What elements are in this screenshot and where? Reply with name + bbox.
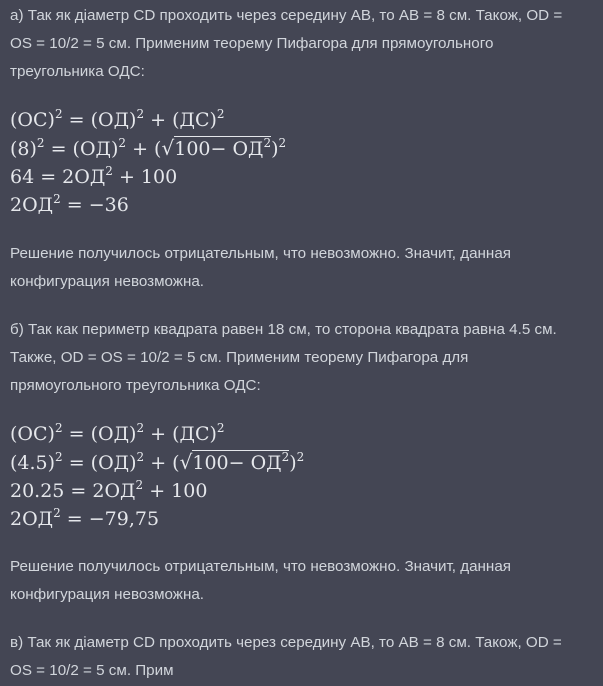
block-b-equation-1: (ОС)$^2$ = (ОД)$^2$ + (ДС)$^2$	[10, 421, 225, 445]
block-b-line1: б) Так как периметр квадрата равен 18 см, то сторона квадрата равна 4.5 см.	[10, 321, 557, 338]
block-b-intro	[10, 316, 596, 400]
block-a-line1: а) Так як діаметр CD проходить через середину AB, то AB = 8 см. Також, OD =	[10, 7, 563, 24]
sqrt-symbol: $√100- ОД^2$	[161, 136, 272, 160]
block-c-line2: OS = 10/2 = 5 см. Прим	[10, 662, 174, 679]
block-a-intro	[10, 2, 596, 86]
block-b-line3: прямоугольного треугольника ОДС:	[10, 377, 261, 394]
block-b-conclusion-line2: конфигурация невозможна.	[10, 586, 205, 603]
block-a-conclusion	[10, 240, 596, 296]
block-a-conclusion-line1: Решение получилось отрицательным, что невозможно. Значит, данная	[10, 245, 511, 262]
block-b-equation-2: $(4.5)^2 = (ОД)^2 + (√100- ОД^2)^2$	[10, 448, 304, 477]
block-a-equation-1: (ОС)$^2$ = (ОД)$^2$ + (ДС)$^2$	[10, 107, 225, 131]
block-b-conclusion	[10, 553, 596, 609]
block-a-line3: треугольника ОДС:	[10, 63, 145, 80]
block-a-equation-3: $64 = 2ОД^2 + 100$	[10, 164, 178, 188]
block-b-line2: Также, OD = OS = 10/2 = 5 см. Применим теорему Пифагора для	[10, 349, 469, 366]
block-b-conclusion-line1: Решение получилось отрицательным, что невозможно. Значит, данная	[10, 558, 511, 575]
block-b-equation-4: $2ОД^2 = -79,75$	[10, 506, 160, 530]
block-a-equation-2: $(8)^2 = (ОД)^2 + (√100- ОД^2)^2$	[10, 134, 286, 163]
block-a-line2: OS = 10/2 = 5 см. Применим теорему Пифагора для прямоугольного	[10, 35, 494, 52]
block-c-line1: в) Так як діаметр CD проходить через середину AB, то AB = 8 см. Також, OD =	[10, 634, 562, 651]
block-a-conclusion-line2: конфигурация невозможна.	[10, 273, 205, 290]
block-b-equation-3: $20.25 = 2ОД^2 + 100$	[10, 478, 208, 502]
sqrt-symbol: $√100- ОД^2$	[179, 450, 290, 474]
block-c-intro	[10, 629, 596, 685]
block-a-equation-4: $2ОД^2 = -36$	[10, 192, 129, 216]
